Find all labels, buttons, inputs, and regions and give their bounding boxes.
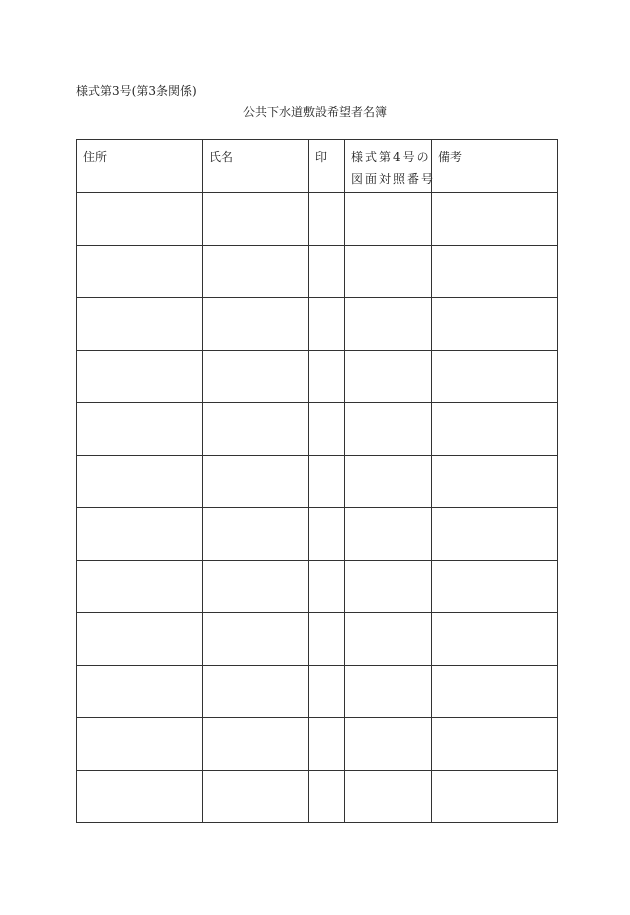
seal-cell[interactable]	[309, 403, 345, 456]
map-reference-cell[interactable]	[345, 560, 432, 613]
seal-cell[interactable]	[309, 245, 345, 298]
address-cell[interactable]	[77, 718, 203, 771]
table-row	[77, 455, 558, 508]
seal-cell[interactable]	[309, 613, 345, 666]
seal-cell[interactable]	[309, 770, 345, 823]
name-cell[interactable]	[203, 298, 309, 351]
header-remarks: 備考	[432, 140, 558, 193]
name-cell[interactable]	[203, 665, 309, 718]
map-reference-cell[interactable]	[345, 770, 432, 823]
map-reference-cell[interactable]	[345, 193, 432, 246]
header-map-reference-line2: 図面対照番号	[351, 172, 436, 186]
address-cell[interactable]	[77, 350, 203, 403]
name-cell[interactable]	[203, 613, 309, 666]
seal-cell[interactable]	[309, 298, 345, 351]
name-cell[interactable]	[203, 770, 309, 823]
map-reference-cell[interactable]	[345, 613, 432, 666]
map-reference-cell[interactable]	[345, 403, 432, 456]
remarks-cell[interactable]	[432, 613, 558, 666]
seal-cell[interactable]	[309, 665, 345, 718]
remarks-cell[interactable]	[432, 350, 558, 403]
name-cell[interactable]	[203, 350, 309, 403]
name-cell[interactable]	[203, 718, 309, 771]
address-cell[interactable]	[77, 665, 203, 718]
remarks-cell[interactable]	[432, 403, 558, 456]
address-cell[interactable]	[77, 245, 203, 298]
remarks-cell[interactable]	[432, 508, 558, 561]
header-address: 住所	[77, 140, 203, 193]
header-seal: 印	[309, 140, 345, 193]
remarks-cell[interactable]	[432, 245, 558, 298]
header-map-reference-line1: 様式第4号の	[351, 150, 431, 164]
name-cell[interactable]	[203, 508, 309, 561]
remarks-cell[interactable]	[432, 455, 558, 508]
name-cell[interactable]	[203, 193, 309, 246]
map-reference-cell[interactable]	[345, 455, 432, 508]
address-cell[interactable]	[77, 560, 203, 613]
remarks-cell[interactable]	[432, 560, 558, 613]
name-cell[interactable]	[203, 560, 309, 613]
address-cell[interactable]	[77, 193, 203, 246]
map-reference-cell[interactable]	[345, 718, 432, 771]
table-row	[77, 298, 558, 351]
seal-cell[interactable]	[309, 350, 345, 403]
table-header-row	[77, 140, 558, 193]
seal-cell[interactable]	[309, 193, 345, 246]
header-map-reference	[345, 140, 436, 193]
map-reference-cell[interactable]	[345, 665, 432, 718]
seal-cell[interactable]	[309, 455, 345, 508]
seal-cell[interactable]	[309, 560, 345, 613]
name-cell[interactable]	[203, 403, 309, 456]
remarks-cell[interactable]	[432, 770, 558, 823]
table-row	[77, 718, 558, 771]
header-name: 氏名	[203, 140, 309, 193]
address-cell[interactable]	[77, 403, 203, 456]
map-reference-cell[interactable]	[345, 508, 432, 561]
seal-cell[interactable]	[309, 508, 345, 561]
remarks-cell[interactable]	[432, 718, 558, 771]
table-row	[77, 560, 558, 613]
remarks-cell[interactable]	[432, 298, 558, 351]
table-row	[77, 403, 558, 456]
name-cell[interactable]	[203, 245, 309, 298]
table-row	[77, 508, 558, 561]
address-cell[interactable]	[77, 298, 203, 351]
table-row	[77, 193, 558, 246]
form-reference: 様式第3号(第3条関係)	[76, 84, 197, 98]
applicant-register-table	[76, 139, 558, 823]
map-reference-cell[interactable]	[345, 298, 432, 351]
map-reference-cell[interactable]	[345, 350, 432, 403]
map-reference-cell[interactable]	[345, 245, 432, 298]
address-cell[interactable]	[77, 508, 203, 561]
remarks-cell[interactable]	[432, 193, 558, 246]
name-cell[interactable]	[203, 455, 309, 508]
table-row	[77, 245, 558, 298]
table-row	[77, 665, 558, 718]
remarks-cell[interactable]	[432, 665, 558, 718]
address-cell[interactable]	[77, 455, 203, 508]
seal-cell[interactable]	[309, 718, 345, 771]
table-row	[77, 770, 558, 823]
address-cell[interactable]	[77, 770, 203, 823]
address-cell[interactable]	[77, 613, 203, 666]
table-body	[77, 193, 558, 823]
table-row	[77, 350, 558, 403]
table-row	[77, 613, 558, 666]
document-title: 公共下水道敷設希望者名簿	[243, 105, 388, 119]
